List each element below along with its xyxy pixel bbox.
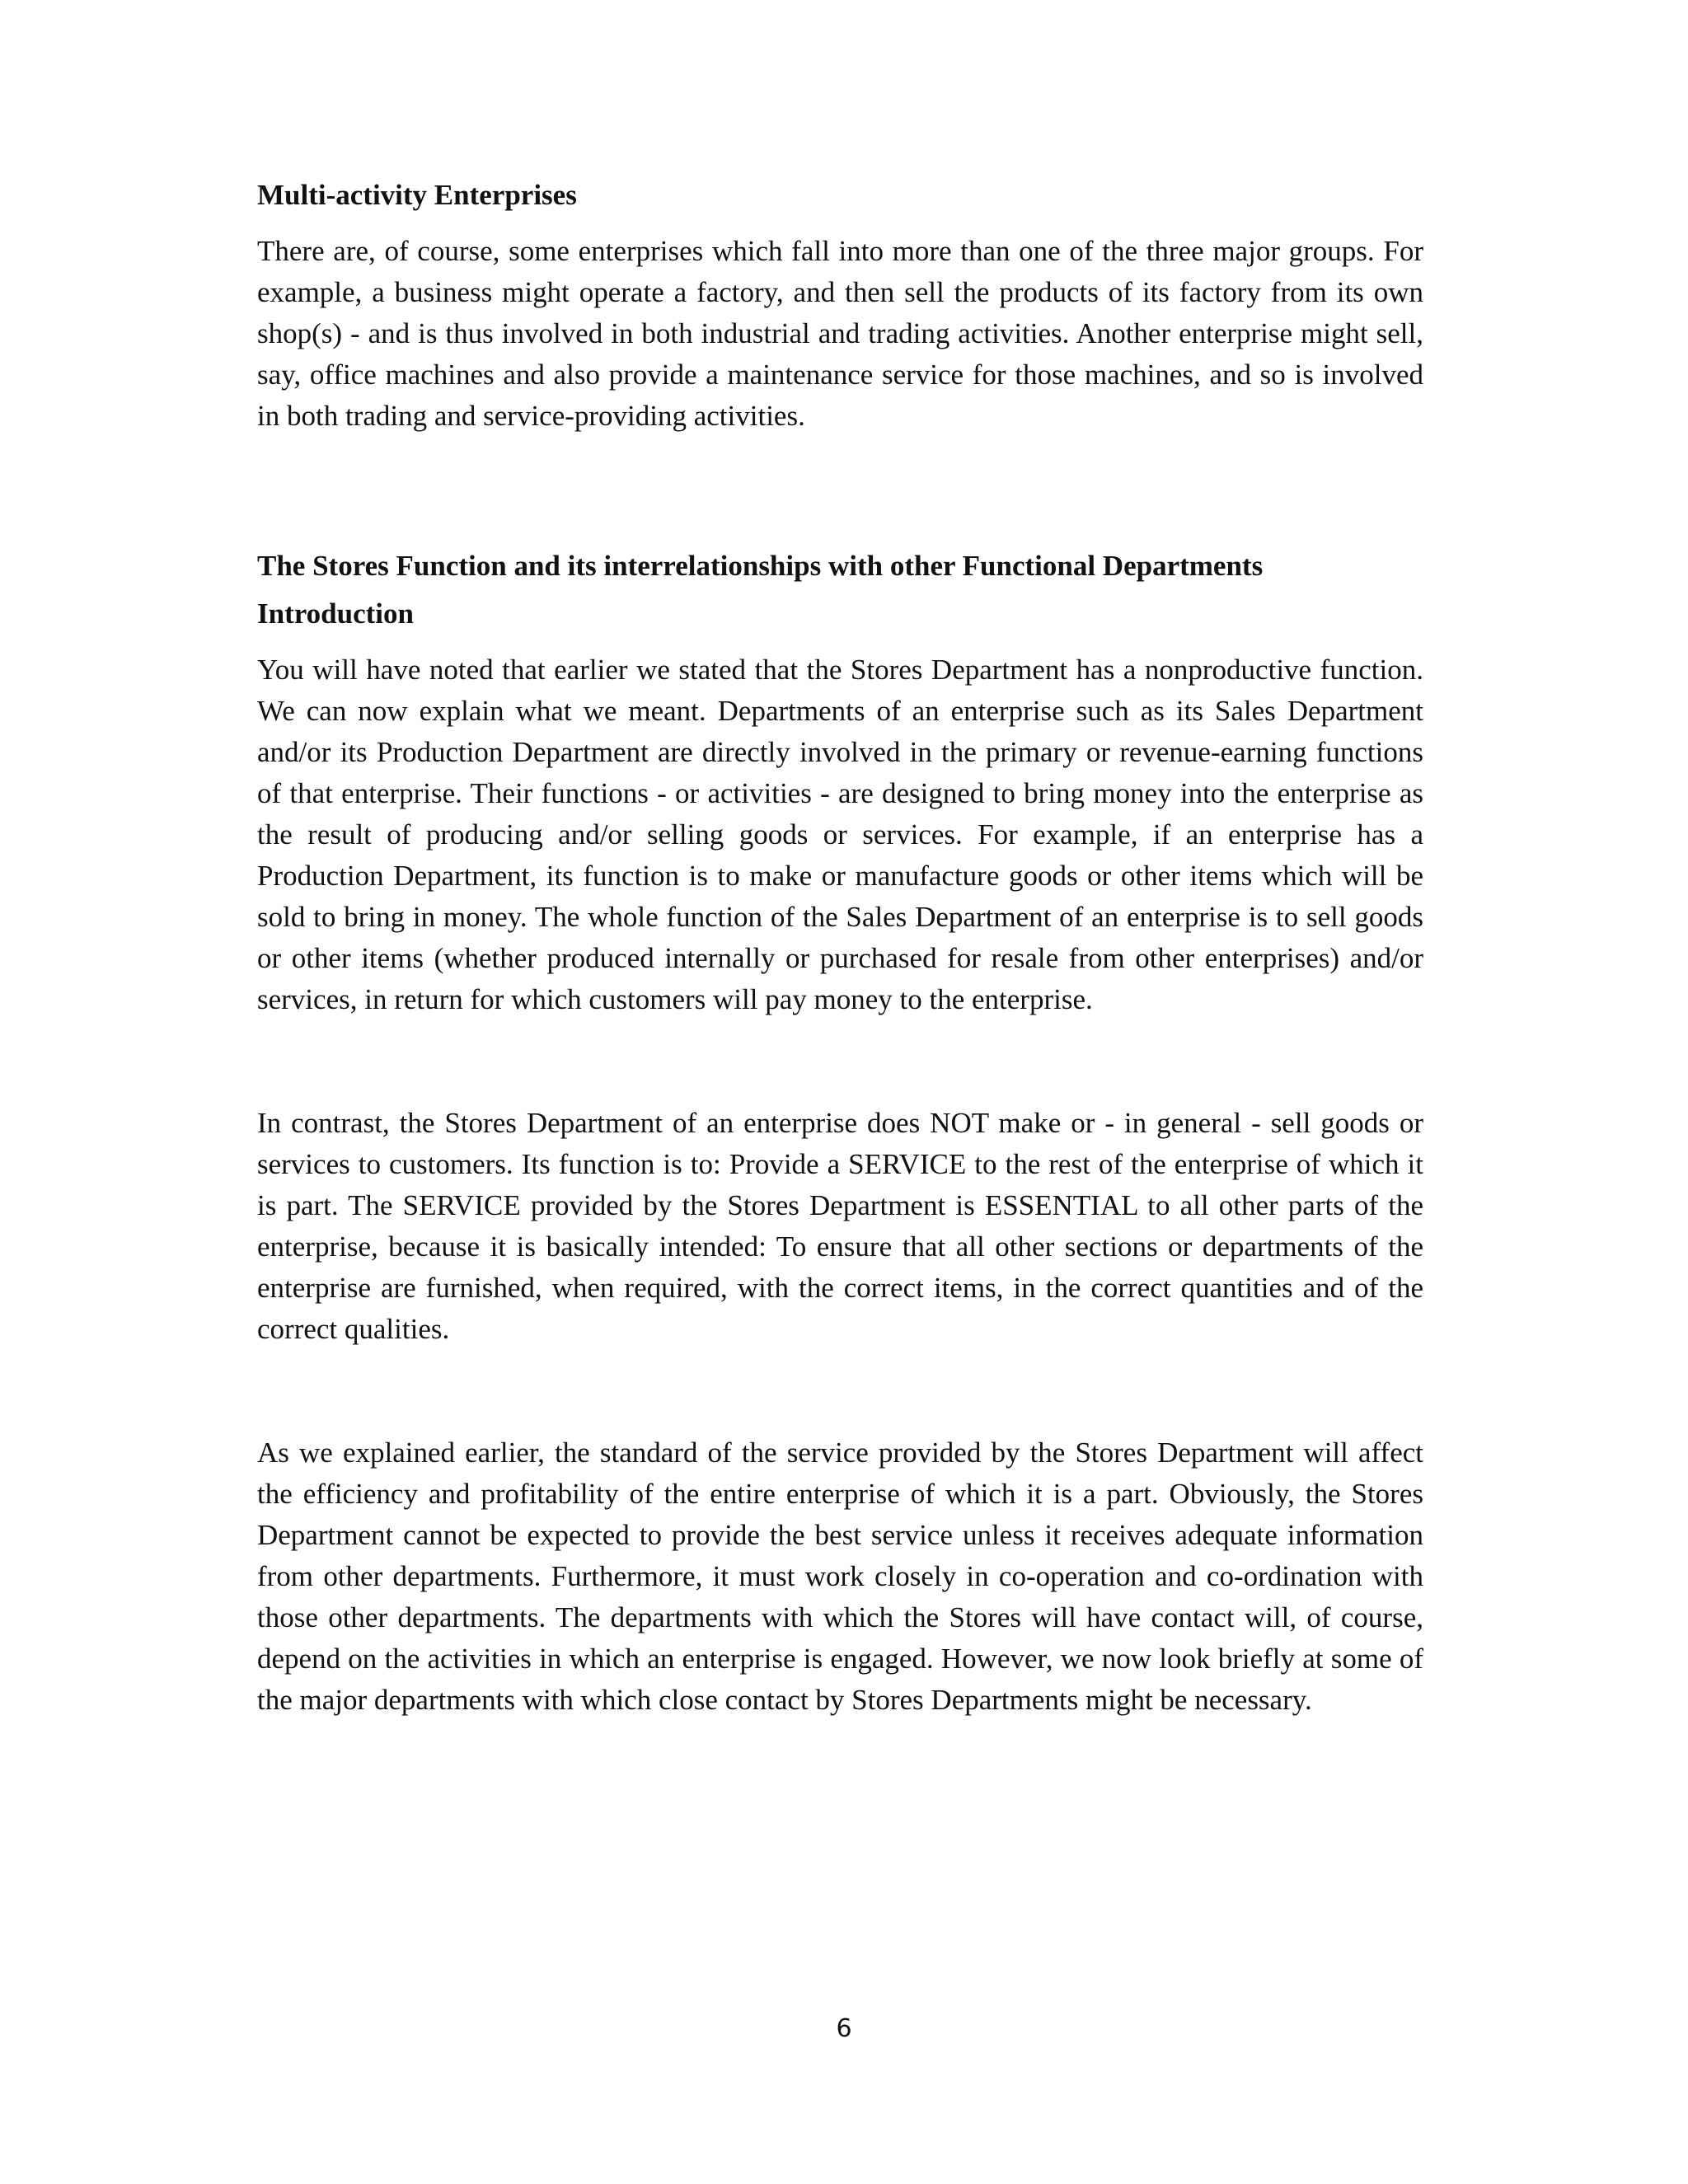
section-heading-stores-function: The Stores Function and its interrelationships with other Functional Departments [257,550,1264,582]
section-heading-multi-activity: Multi-activity Enterprises [257,179,577,211]
paragraph-introduction-3: As we explained earlier, the standard of the service provided by the Stores Department will affect the efficiency and profitability of the entire enterprise of which it is a part. Obviously, the Stores Department cannot be expected to provide the best service unless it receives adequate information from other departments. Furthermore, it must work closely in co-operation and co-ordination with those other departments. The departments with which the Stores will have contact will, of course, depend on the activities in which an enterprise is engaged. However, we now look briefly at some of the major departments with which close contact by Stores Departments might be necessary. [257,1436,1423,1716]
page-number: 6 [836,2014,852,2043]
subheading-introduction: Introduction [257,598,414,630]
paragraph-multi-activity: There are, of course, some enterprises which fall into more than one of the three major groups. For example, a business might operate a factory, and then sell the products of its factory from its own shop(s) - and is thus involved in both industrial and trading activities. Another enterprise might sell, say, office machines and also provide a maintenance service for those machines, and so is involved in both trading and service-providing activities. [257,235,1423,432]
page-content [257,175,1423,1721]
paragraph-introduction-2: In contrast, the Stores Department of an enterprise does NOT make or - in general - sell goods or services to customers. Its function is to: Provide a SERVICE to the rest of the enterprise of which it is part. The SERVICE provided by the Stores Department is ESSENTIAL to all other parts of the enterprise, because it is basically intended: To ensure that all other sections or departments of the enterprise are furnished, when required, with the correct items, in the correct quantities and of the correct qualities. [257,1107,1423,1345]
paragraph-introduction-1: You will have noted that earlier we stated that the Stores Department has a nonproductive function. We can now explain what we meant. Departments of an enterprise such as its Sales Department and/or its Production Department are directly involved in the primary or revenue-earning functions of that enterprise. Their functions - or activities - are designed to bring money into the enterprise as the result of producing and/or selling goods or services. For example, if an enterprise has a Production Department, its function is to make or manufacture goods or other items which will be sold to bring in money. The whole function of the Sales Department of an enterprise is to sell goods or other items (whether produced internally or purchased for resale from other enterprises) and/or services, in return for which customers will pay money to the enterprise. [257,654,1423,1015]
